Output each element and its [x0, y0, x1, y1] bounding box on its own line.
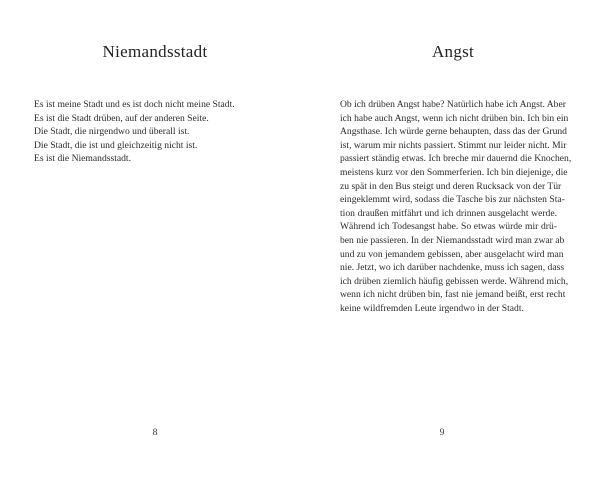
text-line: wenn ich nicht drüben bin, fast nie jemand beißt, erst recht	[340, 289, 566, 301]
text-line: Angsthase. Ich würde gerne behaupten, dass das der Grund	[340, 126, 567, 138]
text-line: keine wildfremden Leute irgendwo in der Stadt.	[340, 302, 524, 314]
text-line: meistens kurz vor den Sommerferien. Ich bin diejenige, die	[340, 166, 568, 178]
prose-text	[340, 98, 572, 316]
text-line: zu spät in den Bus steigt und deren Rucksack von der Tür	[340, 180, 562, 192]
text-line: Es ist die Niemandsstadt.	[34, 153, 131, 165]
page-number: 9	[439, 427, 445, 438]
page-number: 8	[152, 427, 158, 438]
text-line: ben nie passieren. In der Niemandsstadt wird man zwar ab	[340, 234, 565, 246]
text-line: Die Stadt, die nirgendwo und überall ist.	[34, 126, 190, 138]
text-line: nie. Jetzt, wo ich darüber nachdenke, muss ich sagen, dass	[340, 262, 565, 274]
poem-text	[34, 98, 235, 166]
text-line: Es ist die Stadt drüben, auf der anderen Seite.	[34, 112, 209, 124]
page-title: Niemandsstadt	[102, 42, 208, 61]
text-line: Ob ich drüben Angst habe? Natürlich habe ich Angst. Aber	[340, 99, 566, 110]
text-line: ist, warum mir nichts passiert. Stimmt nur leider nicht. Mir	[340, 139, 567, 151]
page-title: Angst	[431, 42, 475, 61]
right-page	[300, 0, 600, 478]
text-line: eingeklemmt wird, sodass die Tasche bis zur nächsten Sta-	[340, 194, 565, 206]
text-line: ich habe auch Angst, wenn ich nicht drüben bin. Ich bin ein	[340, 112, 569, 124]
text-line: Die Stadt, die ist und gleichzeitig nicht ist.	[34, 139, 198, 151]
text-line: passiert ständig etwas. Ich breche mir dauernd die Knochen,	[340, 153, 572, 165]
text-line: Es ist meine Stadt und es ist doch nicht meine Stadt.	[34, 99, 235, 110]
text-line: und zu von jemandem gebissen, aber ausgelacht wird man	[340, 248, 564, 260]
text-line: tion draußen mitfährt und ich drinnen ausgelacht werde.	[340, 207, 557, 219]
text-line: ich drüben ziemlich häufig gebissen werde. Während mich,	[340, 275, 569, 287]
text-line: Während ich Todesangst habe. So etwas würde mir drü-	[340, 221, 557, 233]
